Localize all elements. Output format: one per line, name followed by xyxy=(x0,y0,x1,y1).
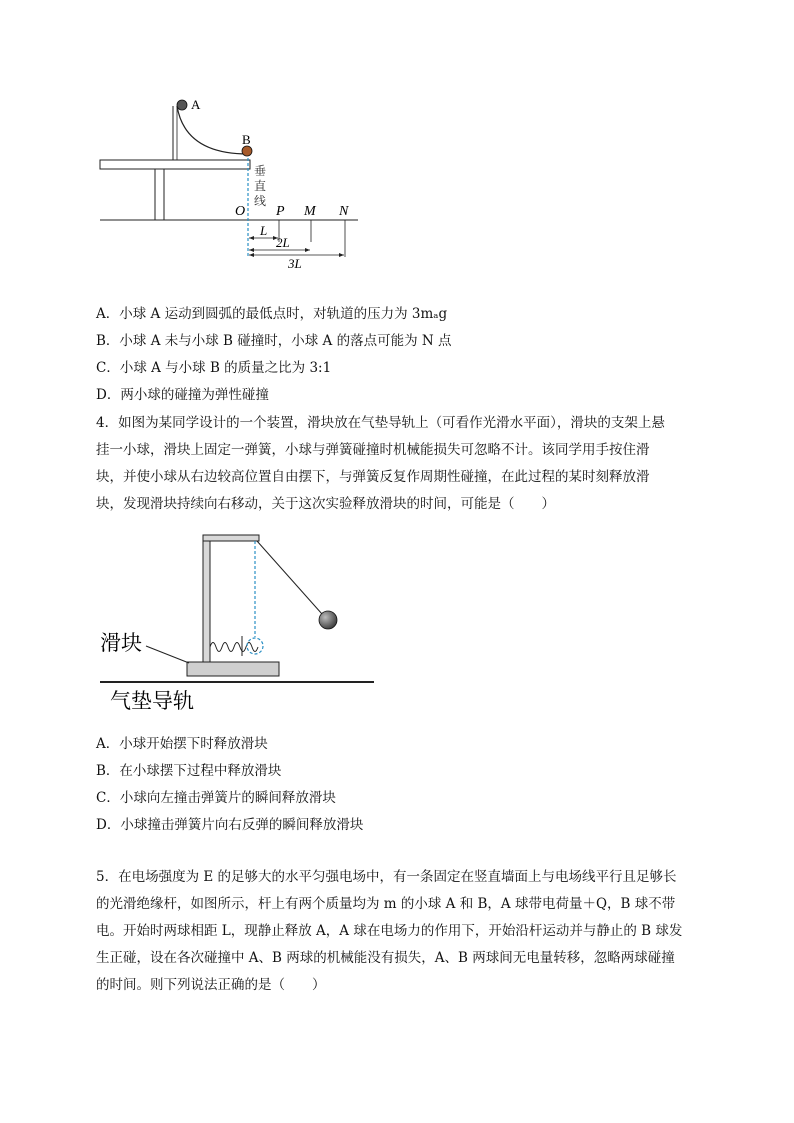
point-o: O xyxy=(235,204,246,219)
vertical-label-1: 垂 xyxy=(254,164,267,178)
q3-option-c: C．小球 A 与小球 B 的质量之比为 3:1 xyxy=(96,360,332,376)
arc-track xyxy=(177,106,248,154)
q5-stem xyxy=(96,864,700,999)
label-a: A xyxy=(191,97,201,112)
slider-block xyxy=(187,662,279,676)
spring xyxy=(210,643,258,652)
q3-figure xyxy=(90,92,380,277)
q4-line: 块，发现滑块持续向右移动，关于这次实验释放滑块的时间，可能是（ ） xyxy=(96,496,555,512)
table-top xyxy=(100,160,250,169)
q3-option-b: B．小球 A 未与小球 B 碰撞时，小球 A 的落点可能为 N 点 xyxy=(96,333,452,349)
q5-line: 的时间。则下列说法正确的是（ ） xyxy=(96,977,326,993)
q3-option-a: A．小球 A 运动到圆弧的最低点时，对轨道的压力为 3mₐg xyxy=(96,306,448,322)
rail-label: 气垫导轨 xyxy=(110,689,194,713)
pendulum-string xyxy=(257,541,322,614)
dim-l: L xyxy=(260,223,268,238)
vertical-label-3: 线 xyxy=(254,194,267,208)
point-m: M xyxy=(304,204,316,219)
q4-figure xyxy=(92,530,382,720)
vertical-label-2: 直 xyxy=(254,179,267,193)
point-p: P xyxy=(276,204,285,219)
q5-line: 的光滑绝缘杆，如图所示，杆上有两个质量均为 m 的小球 A 和 B，A 球带电荷量＋Q，B 球不带 xyxy=(96,896,676,912)
q4-line: 4．如图为某同学设计的一个装置，滑块放在气垫导轨上（可看作光滑水平面），滑块的支架上悬 xyxy=(96,415,665,431)
pendulum-ball xyxy=(319,611,337,629)
q4-option-b: B．在小球摆下过程中释放滑块 xyxy=(96,763,282,779)
slider-label: 滑块 xyxy=(100,631,142,655)
ball-b xyxy=(242,146,252,156)
q4-option-c: C．小球向左撞击弹簧片的瞬间释放滑块 xyxy=(96,790,336,806)
q4-option-d: D．小球撞击弹簧片向右反弹的瞬间释放滑块 xyxy=(96,817,364,833)
label-b: B xyxy=(242,132,251,147)
dim-2l: 2L xyxy=(276,235,290,250)
top-bar xyxy=(203,535,259,541)
q4-option-a: A．小球开始摆下时释放滑块 xyxy=(96,736,268,752)
ball-a xyxy=(177,100,187,110)
vertical-post xyxy=(203,541,210,662)
slider-pointer xyxy=(146,646,189,663)
q5-line: 生正碰，设在各次碰撞中 A、B 两球的机械能没有损失，A、B 两球间无电量转移，忽略两球碰撞 xyxy=(96,950,675,966)
point-n: N xyxy=(339,204,349,219)
q3-option-d: D．两小球的碰撞为弹性碰撞 xyxy=(96,387,269,403)
q4-line: 块，并使小球从右边较高位置自由摆下，与弹簧反复作周期性碰撞，在此过程的某时刻释放滑 xyxy=(96,469,650,485)
q5-line: 5．在电场强度为 E 的足够大的水平匀强电场中，有一条固定在竖直墙面上与电场线平行且足够长 xyxy=(96,869,677,885)
q4-stem xyxy=(96,410,700,518)
q4-line: 挂一小球，滑块上固定一弹簧，小球与弹簧碰撞时机械能损失可忽略不计。该同学用手按住滑 xyxy=(96,442,650,458)
q5-line: 电。开始时两球相距 L，现静止释放 A，A 球在电场力的作用下，开始沿杆运动并与静止的 B 球发 xyxy=(96,923,683,939)
dim-3l: 3L xyxy=(288,256,302,271)
